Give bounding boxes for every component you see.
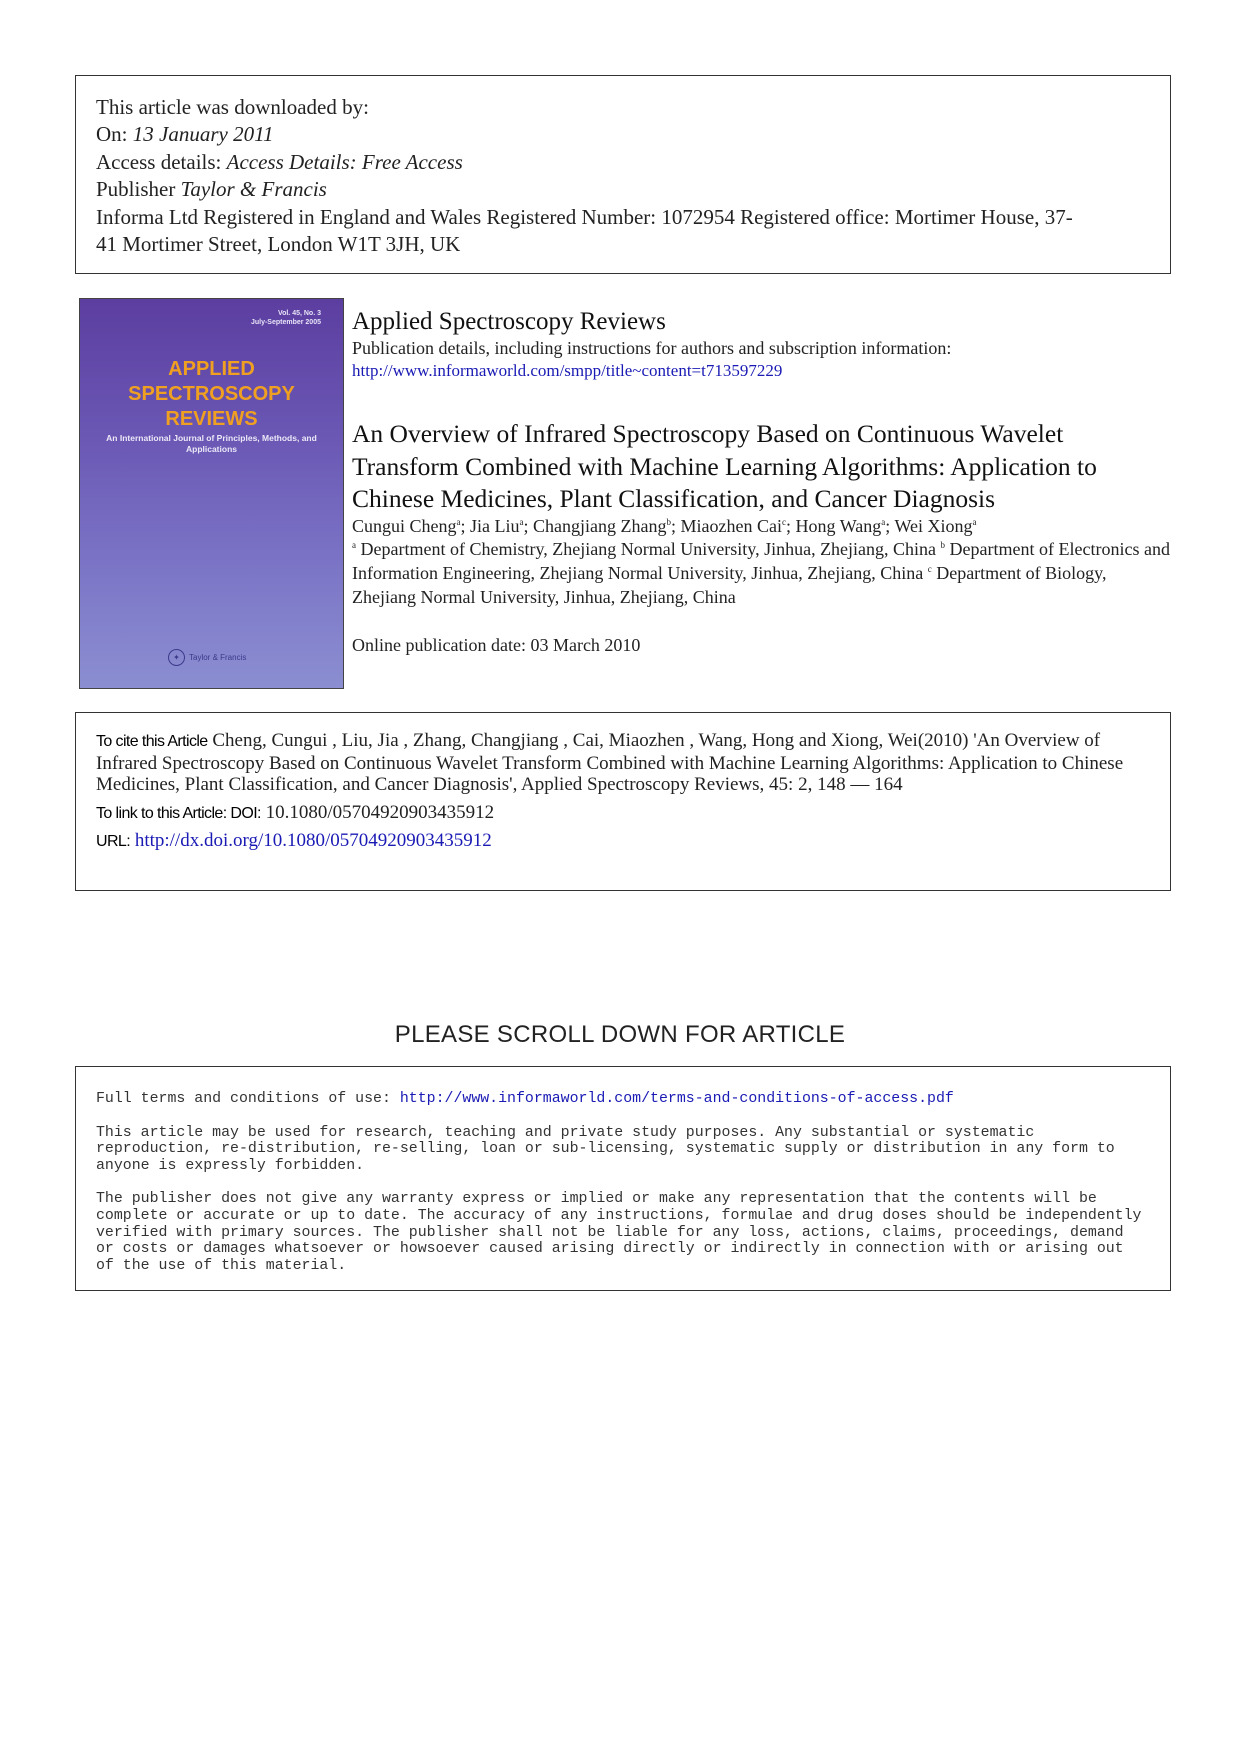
registered-office-line-1: Informa Ltd Registered in England and Wales Registered Number: 1072954 Registered office: Mortimer House, 37- <box>96 204 1073 229</box>
author-affiliation-marker: b <box>666 517 672 527</box>
publisher-label: Publisher <box>96 177 176 202</box>
affiliation-marker: a <box>352 540 356 550</box>
terms-line <box>96 1091 1150 1108</box>
citation-box <box>75 712 1171 891</box>
cover-publisher-name: Taylor & Francis <box>189 653 247 662</box>
author <box>796 516 886 536</box>
url-label: URL: <box>96 832 131 850</box>
cover-volume-info <box>251 309 321 327</box>
access-details-value: Access Details: Free Access <box>226 149 463 174</box>
affiliation-marker: c <box>927 564 932 575</box>
affiliation-marker: b <box>940 540 946 550</box>
author-name: Miaozhen Cai <box>680 516 783 536</box>
online-publication-date: Online publication date: 03 March 2010 <box>352 635 641 655</box>
taylor-francis-logo-icon: ✦ <box>168 649 185 666</box>
terms-label: Full terms and conditions of use: <box>96 1091 391 1107</box>
journal-cover-image <box>79 298 344 689</box>
doi-value: 10.1080/05704920903435912 <box>265 801 495 823</box>
registered-office-line-2: 41 Mortimer Street, London W1T 3JH, UK <box>96 232 461 257</box>
author-name: Wei Xiong <box>894 516 973 536</box>
author-name: Changjiang Zhang <box>533 516 667 536</box>
author <box>894 516 976 536</box>
author-name: Hong Wang <box>795 516 882 536</box>
doi-row <box>96 802 1150 825</box>
citation-paragraph <box>96 730 1150 796</box>
terms-url-link[interactable]: http://www.informaworld.com/terms-and-conditions-of-access.pdf <box>399 1091 954 1107</box>
publisher-line <box>96 176 1150 203</box>
terms-disclaimer-paragraph: The publisher does not give any warranty express or implied or make any representation that the contents will be complete or accurate or up to date. The accuracy of any instructions, formulae and drug doses should be independently verified with primary sources. The publisher shall not be liable for any loss, actions, claims, proceedings, demand or costs or damages whatsoever or howsoever caused arising directly or indirectly in connection with or arising out of the use of this material. <box>96 1191 1142 1274</box>
access-details-label: Access details: <box>96 149 222 174</box>
article-title: An Overview of Infrared Spectroscopy Based on Continuous Wavelet Transform Combined with Machine Learning Algorithms: Application to Chinese Medicines, Plant Classification, and Cancer Diagnosis <box>352 419 1097 513</box>
author-affiliation-marker: c <box>782 517 787 527</box>
cover-subtitle: An International Journal of Principles, Methods, and Applications <box>106 433 317 454</box>
author <box>352 516 461 536</box>
author <box>470 516 524 536</box>
cover-title-line: APPLIED <box>168 358 255 380</box>
download-date-line <box>96 121 1150 148</box>
download-info-box <box>75 75 1171 274</box>
affiliation-c: Department of Biology, Zhejiang Normal University, Jinhua, Zhejiang, China <box>352 563 1107 608</box>
doi-label: To link to this Article: DOI: <box>96 804 261 822</box>
author <box>533 516 671 536</box>
cover-title-line: REVIEWS <box>165 408 258 430</box>
download-date-label: On: <box>96 122 128 147</box>
author-affiliation-marker: a <box>972 517 977 527</box>
cover-date-line: July-September 2005 <box>250 319 321 326</box>
author-affiliation-marker: a <box>881 517 886 527</box>
journal-url-link[interactable]: http://www.informaworld.com/smpp/title~content=t713597229 <box>352 361 783 380</box>
terms-usage-paragraph: This article may be used for research, teaching and private study purposes. Any substantial or systematic reproduction, re-distribution, re-selling, loan or sub-licensing, systematic supply or distribution in any form to anyone is expressly forbidden. <box>96 1124 1115 1174</box>
scroll-down-message: PLEASE SCROLL DOWN FOR ARTICLE <box>394 1021 846 1048</box>
author-name: Jia Liu <box>470 516 520 536</box>
journal-title: Applied Spectroscopy Reviews <box>352 308 666 335</box>
author-name: Cungui Cheng <box>352 516 457 536</box>
access-details-line <box>96 149 1150 176</box>
cover-title <box>80 357 343 432</box>
publication-details: Publication details, including instructions for authors and subscription information: <box>352 338 952 358</box>
affiliation-a: Department of Chemistry, Zhejiang Normal University, Jinhua, Zhejiang, China <box>360 539 937 559</box>
affiliations <box>352 537 1172 610</box>
downloaded-by-line: This article was downloaded by: <box>96 95 369 119</box>
author-affiliation-marker: a <box>519 517 524 527</box>
url-row <box>96 830 1150 853</box>
author-list: Cungui Cheng$^a$; Jia Liu$^a$; Changjiang Zhang$^b$; Miaozhen Cai$^c$; Hong Wang$^a$; Wei Xiong$^a$ <box>352 516 977 536</box>
cite-label: To cite this Article <box>96 733 208 750</box>
affiliation-b: Department of Electronics and Information Engineering, Zhejiang Normal University, Jinhua, Zhejiang, China <box>352 539 1170 584</box>
author-affiliation-marker: a <box>456 517 461 527</box>
cover-publisher-logo <box>168 649 246 666</box>
citation-text: Cheng, Cungui , Liu, Jia , Zhang, Changjiang , Cai, Miaozhen , Wang, Hong and Xiong, Wei(2010) 'An Overview of Infrared Spectroscopy Based on Continuous Wavelet Transform Combined with Machine Learning Algorithms: Application to Chinese Medicines, Plant Classification, and Cancer Diagnosis', Applied Spectroscopy Reviews, 45: 2, 148 — 164 <box>96 730 1124 795</box>
cover-title-line: SPECTROSCOPY <box>128 383 295 405</box>
cover-volume-line: Vol. 45, No. 3 <box>277 310 321 317</box>
author <box>681 516 786 536</box>
publisher-value: Taylor & Francis <box>180 177 327 202</box>
terms-box <box>75 1066 1171 1291</box>
doi-url-link[interactable]: http://dx.doi.org/10.1080/05704920903435912 <box>134 829 492 851</box>
download-date-value: 13 January 2011 <box>132 122 274 147</box>
